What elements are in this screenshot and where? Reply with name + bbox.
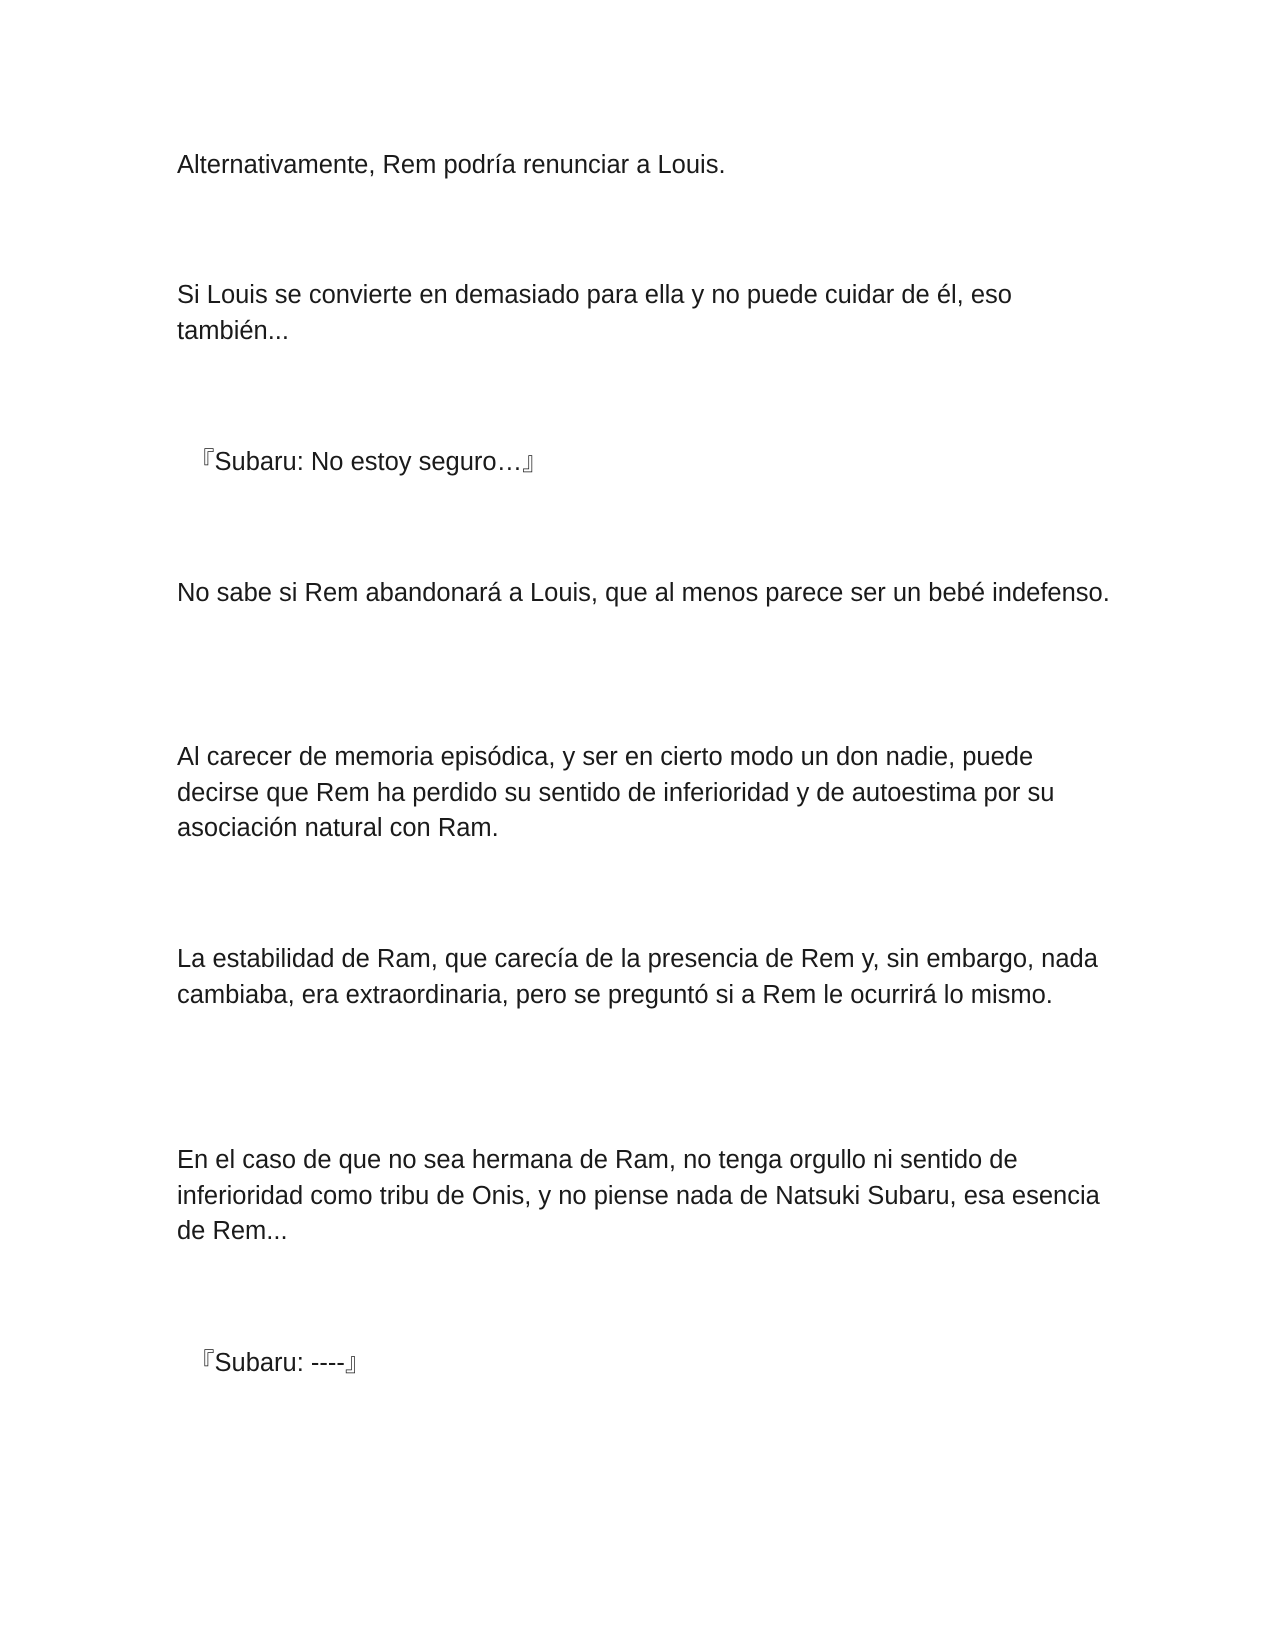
dialogue-line-2: 『Subaru: ----』	[189, 1349, 371, 1377]
paragraph-3: No sabe si Rem abandonará a Louis, que al menos parece ser un bebé indefenso.	[177, 579, 1110, 607]
paragraph-4: Al carecer de memoria episódica, y ser en cierto modo un don nadie, puede decirse que Rem ha perdido su sentido de inferioridad y de autoestima por su asociación natural con Ram.	[177, 743, 1055, 842]
paragraph-5: La estabilidad de Ram, que carecía de la presencia de Rem y, sin embargo, nada cambiaba, era extraordinaria, pero se preguntó si a Rem le ocurrirá lo mismo.	[177, 945, 1098, 1009]
paragraph-1: Alternativamente, Rem podría renunciar a Louis.	[177, 151, 726, 179]
paragraph-2: Si Louis se convierte en demasiado para ella y no puede cuidar de él, eso también...	[177, 281, 1012, 345]
dialogue-line-1: 『Subaru: No estoy seguro…』	[189, 448, 548, 476]
paragraph-6: En el caso de que no sea hermana de Ram, no tenga orgullo ni sentido de inferioridad como tribu de Onis, y no piense nada de Natsuki Subaru, esa esencia de Rem...	[177, 1146, 1100, 1245]
